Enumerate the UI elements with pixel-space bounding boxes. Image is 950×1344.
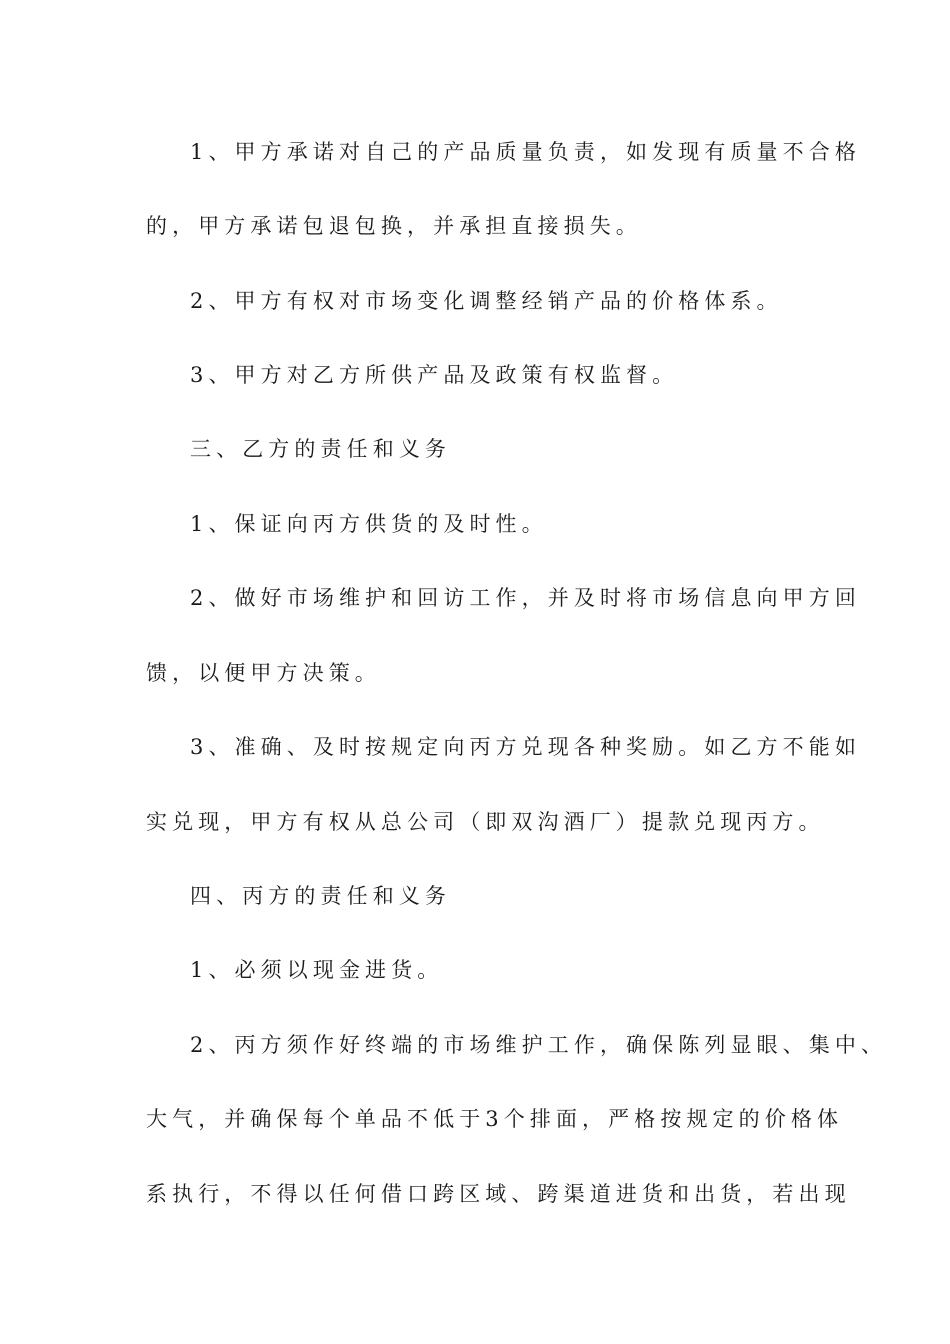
paragraph-line: 1、必须以现金进货。 (190, 958, 444, 982)
paragraph-line: 2、丙方须作好终端的市场维护工作，确保陈列显眼、集中、 (190, 1033, 888, 1057)
paragraph-line: 馈，以便甲方决策。 (146, 661, 381, 685)
paragraph-line: 2、甲方有权对市场变化调整经销产品的价格体系。 (190, 289, 783, 313)
section-heading: 四、丙方的责任和义务 (190, 884, 451, 908)
paragraph-line: 大气，并确保每个单品不低于3个排面，严格按规定的价格体 (146, 1107, 844, 1131)
paragraph-line: 实兑现，甲方有权从总公司（即双沟酒厂）提款兑现丙方。 (146, 810, 825, 834)
paragraph-line: 1、保证向丙方供货的及时性。 (190, 512, 548, 536)
paragraph-line: 系执行，不得以任何借口跨区域、跨渠道进货和出货，若出现 (146, 1182, 851, 1206)
section-heading: 三、乙方的责任和义务 (190, 437, 451, 461)
paragraph-line: 3、准确、及时按规定向丙方兑现各种奖励。如乙方不能如 (190, 735, 861, 759)
paragraph-line: 1、甲方承诺对自己的产品质量负责，如发现有质量不合格 (190, 140, 861, 164)
paragraph-line: 的，甲方承诺包退包换，并承担直接损失。 (146, 214, 642, 238)
paragraph-line: 3、甲方对乙方所供产品及政策有权监督。 (190, 363, 679, 387)
paragraph-line: 2、做好市场维护和回访工作，并及时将市场信息向甲方回 (190, 586, 861, 610)
